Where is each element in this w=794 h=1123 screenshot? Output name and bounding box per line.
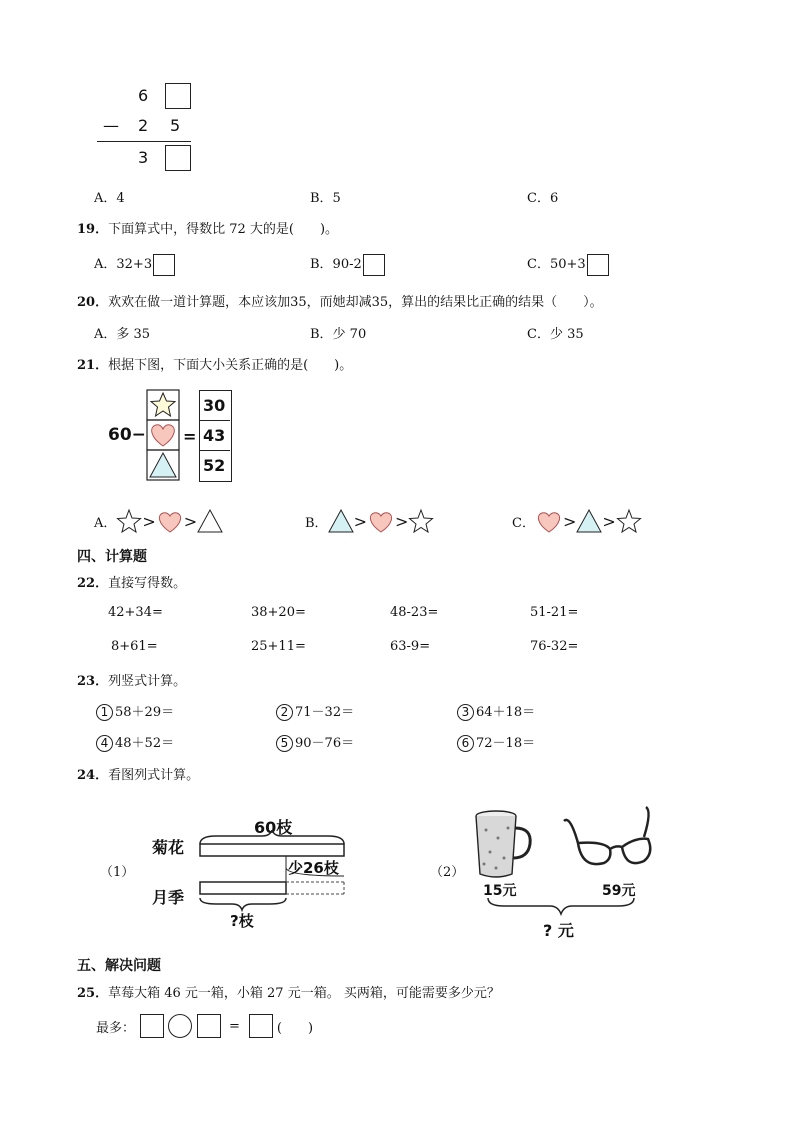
- question-text: 看图列式计算。: [108, 768, 200, 783]
- triangle-icon: [328, 508, 354, 534]
- option-c[interactable]: C．少 35: [527, 327, 584, 342]
- heart-icon: [535, 508, 563, 534]
- part-label: （1）: [100, 865, 135, 880]
- vertical-top-digit: 6: [138, 86, 149, 105]
- gt-sign: >: [562, 511, 577, 531]
- cup-icon: [468, 808, 536, 880]
- item-expr: 71－32＝: [295, 705, 355, 720]
- answer-box[interactable]: [587, 254, 609, 276]
- triangle-icon: [197, 508, 223, 534]
- question-number: 20．: [77, 295, 109, 310]
- question-number: 22．: [77, 576, 109, 591]
- calc-item: [96, 701, 174, 721]
- cup-price: 15元: [483, 883, 517, 899]
- calc-item: 42+34=: [108, 605, 163, 620]
- item-number: 6: [457, 735, 474, 752]
- option-b[interactable]: B．5: [310, 191, 341, 206]
- operator-circle[interactable]: [168, 1014, 192, 1038]
- triangle-icon: [576, 508, 602, 534]
- question-23: [77, 670, 186, 689]
- question-number: 21．: [77, 358, 109, 373]
- calc-item: 76-32=: [530, 639, 579, 654]
- question-20: [77, 291, 603, 310]
- question-number: 19．: [77, 222, 109, 237]
- answer-box[interactable]: [197, 1014, 221, 1038]
- total-label: 60枝: [254, 818, 293, 837]
- minus-sign: —: [103, 116, 119, 135]
- answer-box[interactable]: [363, 254, 385, 276]
- vertical-result: 3: [138, 148, 149, 167]
- option-a[interactable]: A．多 35: [94, 327, 151, 342]
- answer-box[interactable]: [165, 83, 191, 109]
- answer-box[interactable]: [140, 1014, 164, 1038]
- heart-icon: [152, 425, 175, 446]
- question-19: [77, 218, 338, 237]
- option-label: B．90-2: [310, 257, 362, 272]
- calc-item: [457, 701, 535, 721]
- option-label: C．: [512, 515, 535, 531]
- item-number: 5: [276, 735, 293, 752]
- row-label-rose: 月季: [152, 888, 185, 907]
- part-label: （2）: [430, 865, 465, 880]
- calc-item: 51-21=: [530, 605, 579, 620]
- star-icon: [408, 508, 434, 534]
- vertical-digit: 5: [170, 116, 181, 135]
- question-number: 24．: [77, 768, 109, 783]
- answer-box[interactable]: [249, 1014, 273, 1038]
- calc-item: 8+61=: [111, 639, 158, 654]
- calc-item: 38+20=: [251, 605, 306, 620]
- option-a[interactable]: [94, 508, 223, 534]
- question-number: 25．: [77, 986, 109, 1001]
- answer-box[interactable]: [165, 145, 191, 171]
- question-25: [77, 982, 500, 1001]
- calc-item: [96, 732, 174, 752]
- item-expr: 64＋18＝: [476, 705, 536, 720]
- question-text: 列竖式计算。: [108, 674, 187, 689]
- option-b[interactable]: [305, 508, 434, 534]
- option-label: A．: [94, 515, 117, 531]
- vertical-digit: 2: [138, 116, 149, 135]
- question-text: 下面算式中，得数比 72 大的是( )。: [108, 222, 339, 237]
- question-number: 23．: [77, 674, 109, 689]
- gt-sign: >: [353, 511, 367, 531]
- option-c[interactable]: [527, 253, 609, 276]
- option-label: C．50+3: [527, 257, 586, 272]
- vertical-line: [97, 141, 191, 142]
- shapes-column: [146, 389, 180, 481]
- item-expr: 72－18＝: [476, 736, 536, 751]
- item-expr: 48＋52＝: [115, 736, 175, 751]
- option-label: A．32+3: [94, 257, 153, 272]
- item-expr: 58＋29＝: [115, 705, 175, 720]
- item-number: 3: [457, 704, 474, 721]
- question-text: 欢欢在做一道计算题，本应该加35，而她却减35，算出的结果比正确的结果（ ）。: [108, 295, 603, 310]
- unit-paren[interactable]: ( ): [276, 1020, 314, 1036]
- option-a[interactable]: A．4: [94, 191, 125, 206]
- option-b[interactable]: B．少 70: [310, 327, 367, 342]
- question-text: 根据下图，下面大小关系正确的是( )。: [108, 358, 353, 373]
- question-text: 直接写得数。: [108, 576, 187, 591]
- heart-icon: [156, 508, 184, 534]
- answer-line: [96, 1014, 313, 1038]
- answer-prefix: 最多：: [96, 1020, 136, 1036]
- item-number: 2: [276, 704, 293, 721]
- star-icon: [151, 393, 175, 416]
- option-label: B．: [305, 515, 328, 531]
- calc-item: 25+11=: [251, 639, 306, 654]
- calc-item: 63-9=: [390, 639, 431, 654]
- calc-item: [276, 701, 354, 721]
- calc-item: 48-23=: [390, 605, 439, 620]
- answer-box[interactable]: [153, 254, 175, 276]
- calc-item: [457, 732, 535, 752]
- glasses-price: 59元: [602, 883, 636, 899]
- star-icon: [116, 508, 142, 534]
- option-a[interactable]: [94, 253, 175, 276]
- value-cell: 30: [203, 396, 226, 415]
- option-c[interactable]: C．6: [527, 191, 559, 206]
- value-cell: 43: [203, 426, 226, 445]
- gt-sign: >: [394, 511, 409, 531]
- question-24: [77, 764, 199, 783]
- equals-sign: =: [229, 1018, 240, 1034]
- option-c[interactable]: [512, 508, 642, 534]
- item-number: 4: [96, 735, 113, 752]
- heart-icon: [367, 508, 395, 534]
- value-cell: 52: [203, 456, 226, 475]
- question-21: [77, 354, 352, 373]
- glasses-icon: [560, 803, 656, 875]
- equals-sign: =: [183, 427, 197, 446]
- gt-sign: >: [602, 511, 616, 531]
- item-number: 1: [96, 704, 113, 721]
- row-label-chrysanthemum: 菊花: [152, 838, 185, 857]
- star-icon: [616, 508, 642, 534]
- question-22: [77, 572, 186, 591]
- item-expr: 90－76＝: [295, 736, 355, 751]
- gt-sign: >: [142, 511, 156, 531]
- ask-label: ? 元: [543, 921, 574, 940]
- calc-item: [276, 732, 354, 752]
- ask-label: ?枝: [230, 912, 254, 930]
- less-label: 少26枝: [288, 859, 339, 877]
- section-title: 四、计算题: [77, 549, 147, 565]
- option-b[interactable]: [310, 253, 385, 276]
- brace: [486, 896, 636, 916]
- section-title: 五、解决问题: [77, 958, 161, 974]
- figure-prefix: 60−: [108, 425, 146, 445]
- question-text: 草莓大箱 46 元一箱，小箱 27 元一箱。 买两箱，可能需要多少元？: [108, 986, 500, 1001]
- gt-sign: >: [183, 511, 198, 531]
- triangle-icon: [150, 453, 176, 477]
